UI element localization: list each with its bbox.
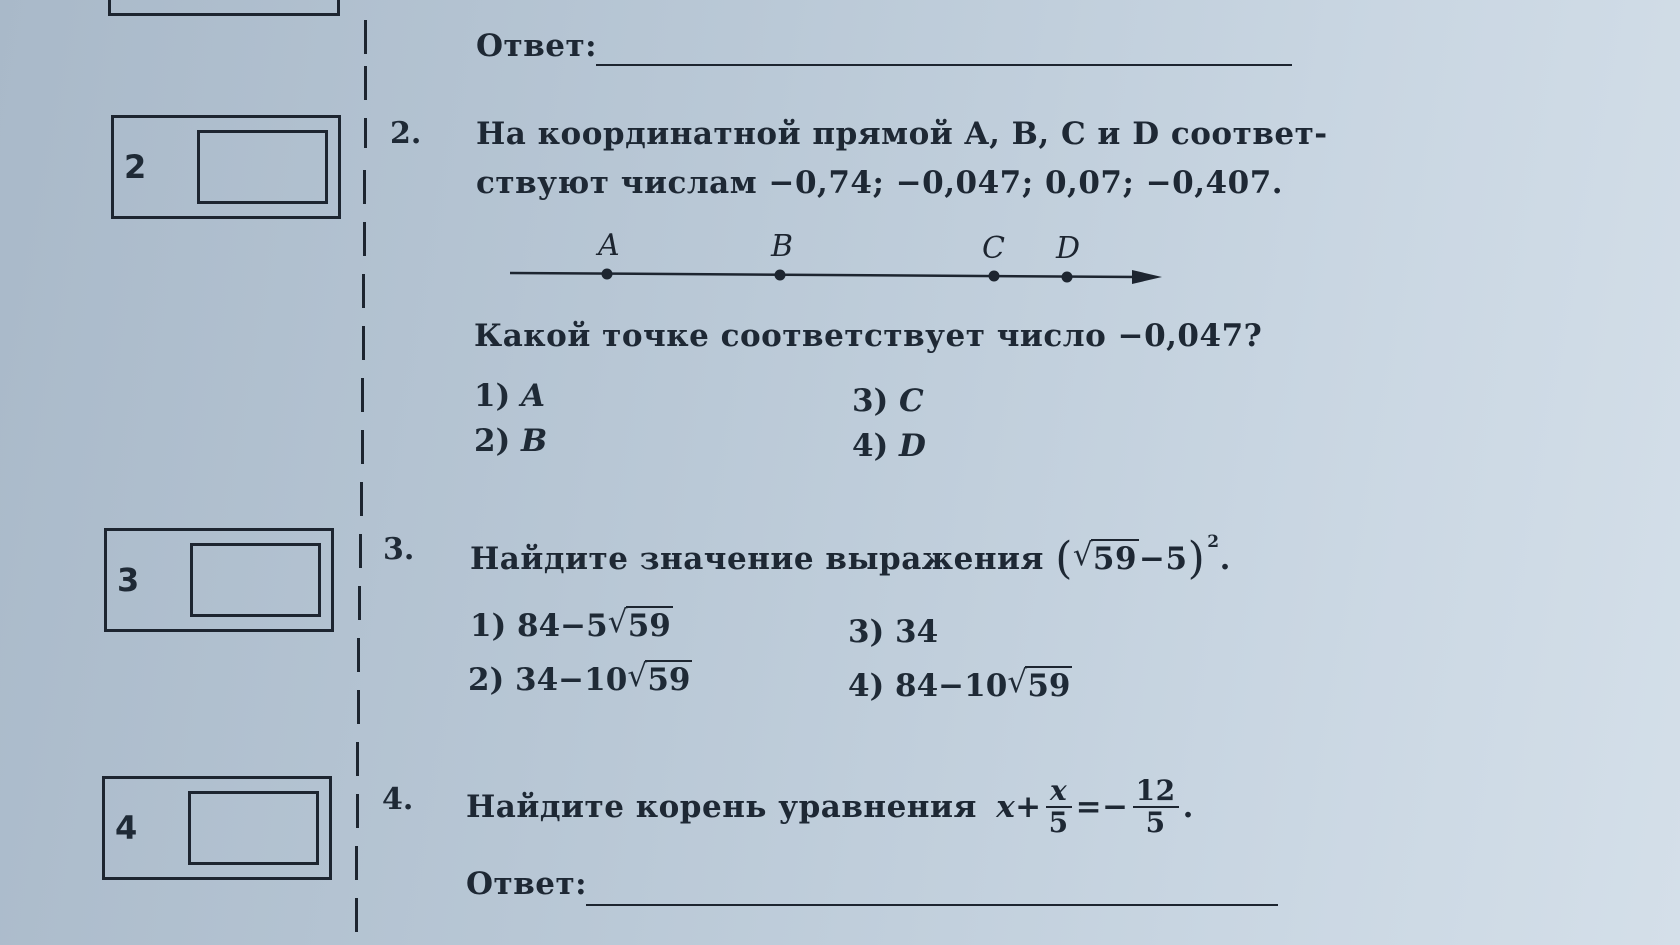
option-sqrt: √ 59 — [607, 604, 671, 644]
q3-text — [470, 532, 1231, 584]
option-sqrt: √ 59 — [1007, 664, 1071, 704]
answer-box-number: 2 — [124, 148, 147, 186]
option-radicand: 59 — [1027, 668, 1071, 704]
answer-box-2 — [111, 115, 341, 219]
arrow-head — [1132, 270, 1162, 284]
option-prefix: 84−5 — [517, 608, 608, 644]
option-radicand: 59 — [647, 662, 691, 698]
eq-dot: . — [1182, 789, 1194, 825]
option-number: 1) — [470, 608, 507, 644]
eq-equals: =− — [1075, 789, 1129, 825]
point-c — [989, 271, 1000, 282]
top-partial-box — [108, 0, 340, 16]
answer-field-2[interactable] — [197, 130, 328, 204]
answer-field-4[interactable] — [188, 791, 319, 865]
q3-option-3[interactable] — [848, 614, 938, 650]
q4-prompt: Найдите корень уравнения — [466, 789, 977, 825]
frac-numerator: x — [1046, 776, 1072, 808]
q2-line2: ствуют числам −0,74; −0,047; 0,07; −0,407. — [476, 165, 1284, 201]
answer-box-number: 3 — [117, 561, 140, 599]
point-d — [1062, 272, 1073, 283]
option-prefix: 34 — [895, 614, 939, 650]
option-number: 3) — [852, 383, 889, 419]
option-number: 4) — [852, 428, 889, 464]
sqrt-expression — [1072, 537, 1139, 577]
point-label-b: B — [771, 229, 794, 264]
q2-option-4[interactable] — [852, 428, 926, 464]
eq-plus: + — [1015, 789, 1042, 825]
close-paren: ) — [1187, 533, 1206, 584]
point-label-a: A — [598, 228, 620, 263]
eq-fraction-lhs — [1046, 776, 1072, 838]
sqrt-symbol: √ — [1072, 537, 1094, 573]
q3-option-2[interactable] — [468, 658, 692, 698]
answer-box-3 — [104, 528, 334, 632]
point-a — [602, 269, 613, 280]
expr-minus: −5 — [1139, 541, 1188, 577]
question-number-3: 3. — [383, 532, 415, 567]
q2-line1: На координатной прямой A, B, C и D соответ- — [476, 116, 1328, 152]
q4-answer-line[interactable] — [586, 904, 1278, 906]
option-number: 2) — [474, 423, 511, 459]
question-number-2: 2. — [390, 116, 422, 151]
question-number-4: 4. — [382, 782, 414, 817]
frac-denominator: 5 — [1145, 806, 1166, 839]
point-label-c: C — [982, 231, 1005, 266]
option-value: C — [899, 383, 924, 419]
frac-numerator: 12 — [1133, 776, 1179, 808]
answer-box-number: 4 — [115, 809, 138, 847]
point-label-d: D — [1056, 231, 1081, 266]
q2-option-2[interactable] — [474, 423, 547, 459]
eq-x: x — [996, 789, 1016, 825]
option-number: 4) — [848, 668, 885, 704]
q2-option-3[interactable] — [852, 383, 924, 419]
q2-question: Какой точке соответствует число −0,047? — [474, 318, 1263, 354]
option-number: 2) — [468, 662, 505, 698]
option-value: A — [521, 378, 546, 414]
q3-prompt: Найдите значение выражения — [470, 541, 1044, 577]
answer-box-4 — [102, 776, 332, 880]
option-radicand: 59 — [627, 608, 671, 644]
option-sqrt: √ 59 — [627, 658, 691, 698]
option-value: D — [899, 428, 926, 464]
q4-text — [466, 776, 1194, 838]
expr-power: 2 — [1207, 532, 1220, 552]
open-paren: ( — [1055, 533, 1073, 584]
expr-dot: . — [1219, 541, 1231, 577]
point-b — [775, 270, 786, 281]
radicand: 59 — [1092, 541, 1138, 577]
q4-answer-label: Ответ: — [466, 866, 588, 902]
option-number: 3) — [848, 614, 885, 650]
top-answer-line[interactable] — [596, 64, 1292, 66]
top-answer-label: Ответ: — [476, 28, 598, 64]
option-number: 1) — [474, 378, 511, 414]
q3-option-1[interactable] — [470, 604, 673, 644]
option-prefix: 84−10 — [895, 668, 1008, 704]
option-value: B — [521, 423, 548, 459]
q3-option-4[interactable] — [848, 664, 1072, 704]
frac-denominator: 5 — [1048, 806, 1069, 839]
option-prefix: 34−10 — [515, 662, 628, 698]
q2-option-1[interactable] — [474, 378, 545, 414]
answer-field-3[interactable] — [190, 543, 321, 617]
number-line — [500, 228, 1180, 298]
eq-fraction-rhs — [1133, 776, 1179, 838]
